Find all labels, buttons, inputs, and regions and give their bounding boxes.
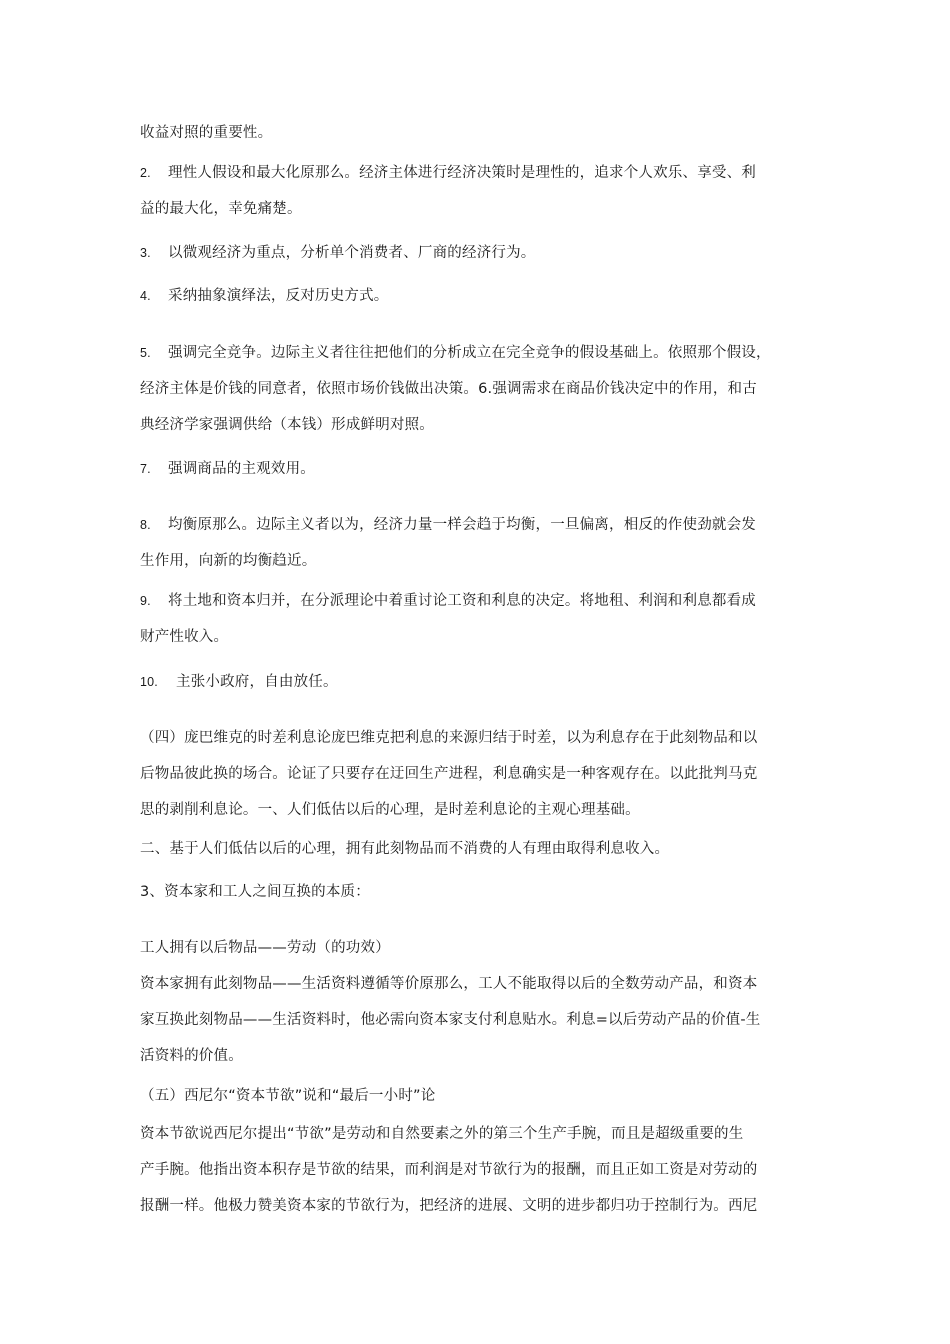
list-number: 9.: [140, 594, 151, 608]
text-line: [140, 1160, 757, 1180]
text-span: 资本家拥有此刻物品——生活资料遵循等价原那么，工人不能取得以后的全数劳动产品，和资本: [140, 976, 758, 992]
text-span: 典经济学家强调供给（本钱）形成鲜明对照。: [140, 417, 434, 433]
text-span: 后物品彼此换的场合。论证了只要存在迂回生产进程，利息确实是一种客观存在。以此批判马克: [140, 766, 758, 782]
text-span: 产手腕。他指出资本积存是节欲的结果，而利润是对节欲行为的报酬，而且正如工资是对劳动的: [140, 1162, 758, 1178]
text-span: （五）西尼尔“资本节欲”说和“最后一小时”论: [140, 1088, 436, 1104]
text-span: 财产性收入。: [140, 629, 229, 645]
list-number: 5.: [140, 346, 151, 360]
text-line: [140, 764, 757, 784]
text-line: [140, 1046, 243, 1066]
text-line: [140, 123, 272, 143]
list-item-5: [140, 343, 771, 363]
list-item-8: [140, 515, 756, 535]
text-span: 二、基于人们低估以后的心理，拥有此刻物品而不消费的人有理由取得利息收入。: [140, 841, 670, 857]
list-item-7: [140, 459, 315, 479]
text-span: 以微观经济为重点，分析单个消费者、厂商的经济行为。: [168, 245, 536, 261]
text-span: 强调商品的主观效用。: [168, 461, 315, 477]
list-item-4: [140, 286, 389, 306]
text-span: 收益对照的重要性。: [140, 125, 273, 141]
text-span: 家互换此刻物品——生活资料时，他必需向资本家支付利息贴水。利息=以后劳动产品的价值-生: [140, 1012, 761, 1028]
text-span: （四）庞巴维克的时差利息论庞巴维克把利息的来源归结于时差，以为利息存在于此刻物品和以: [140, 730, 758, 746]
list-item-9: [140, 591, 756, 611]
text-span: 活资料的价值。: [140, 1048, 243, 1064]
text-line: [140, 1010, 760, 1030]
section-heading-5: [140, 1086, 435, 1106]
text-span: 采纳抽象演绎法，反对历史方式。: [168, 288, 389, 304]
text-line: [140, 551, 316, 571]
text-span: 3、资本家和工人之间互换的本质：: [140, 884, 370, 900]
text-span: 强调完全竞争。边际主义者往往把他们的分析成立在完全竞争的假设基础上。依照那个假设，: [168, 345, 771, 361]
list-item-10: [140, 672, 338, 692]
text-line: [140, 839, 669, 859]
text-line: [140, 974, 757, 994]
text-span: 将土地和资本归并，在分派理论中着重讨论工资和利息的决定。将地租、利润和利息都看成: [168, 593, 756, 609]
text-line: [140, 627, 228, 647]
text-line: [140, 379, 757, 399]
text-line: [140, 1196, 757, 1216]
text-span: 经济主体是价钱的同意者，依照市场价钱做出决策。6.强调需求在商品价钱决定中的作用，和古: [140, 381, 757, 397]
text-span: 益的最大化，幸免痛楚。: [140, 201, 302, 217]
list-number: 7.: [140, 462, 151, 476]
text-line: [140, 199, 302, 219]
text-span: 主张小政府，自由放任。: [176, 674, 338, 690]
text-line: [140, 938, 390, 958]
list-number: 4.: [140, 289, 151, 303]
section-heading-4: [140, 728, 757, 748]
text-span: 均衡原那么。边际主义者以为，经济力量一样会趋于均衡，一旦偏离，相反的作使劲就会发: [168, 517, 756, 533]
text-span: 理性人假设和最大化原那么。经济主体进行经济决策时是理性的，追求个人欢乐、享受、利: [168, 165, 756, 181]
text-span: 资本节欲说西尼尔提出“节欲”是劳动和自然要素之外的第三个生产手腕，而且是超级重要的生: [140, 1126, 744, 1142]
list-item-3: [140, 243, 536, 263]
list-number: 2.: [140, 166, 151, 180]
text-line: [140, 415, 434, 435]
text-span: 生作用，向新的均衡趋近。: [140, 553, 317, 569]
text-span: 思的剥削利息论。一、人们低估以后的心理，是时差利息论的主观心理基础。: [140, 802, 640, 818]
list-number: 3.: [140, 246, 151, 260]
list-item-2: [140, 163, 756, 183]
text-line: [140, 882, 370, 902]
list-number: 10.: [140, 675, 158, 689]
text-span: 工人拥有以后物品——劳动（的功效）: [140, 940, 390, 956]
list-number: 8.: [140, 518, 151, 532]
text-line: [140, 800, 640, 820]
text-line: [140, 1124, 743, 1144]
text-span: 报酬一样。他极力赞美资本家的节欲行为，把经济的进展、文明的进步都归功于控制行为。西尼: [140, 1198, 758, 1214]
